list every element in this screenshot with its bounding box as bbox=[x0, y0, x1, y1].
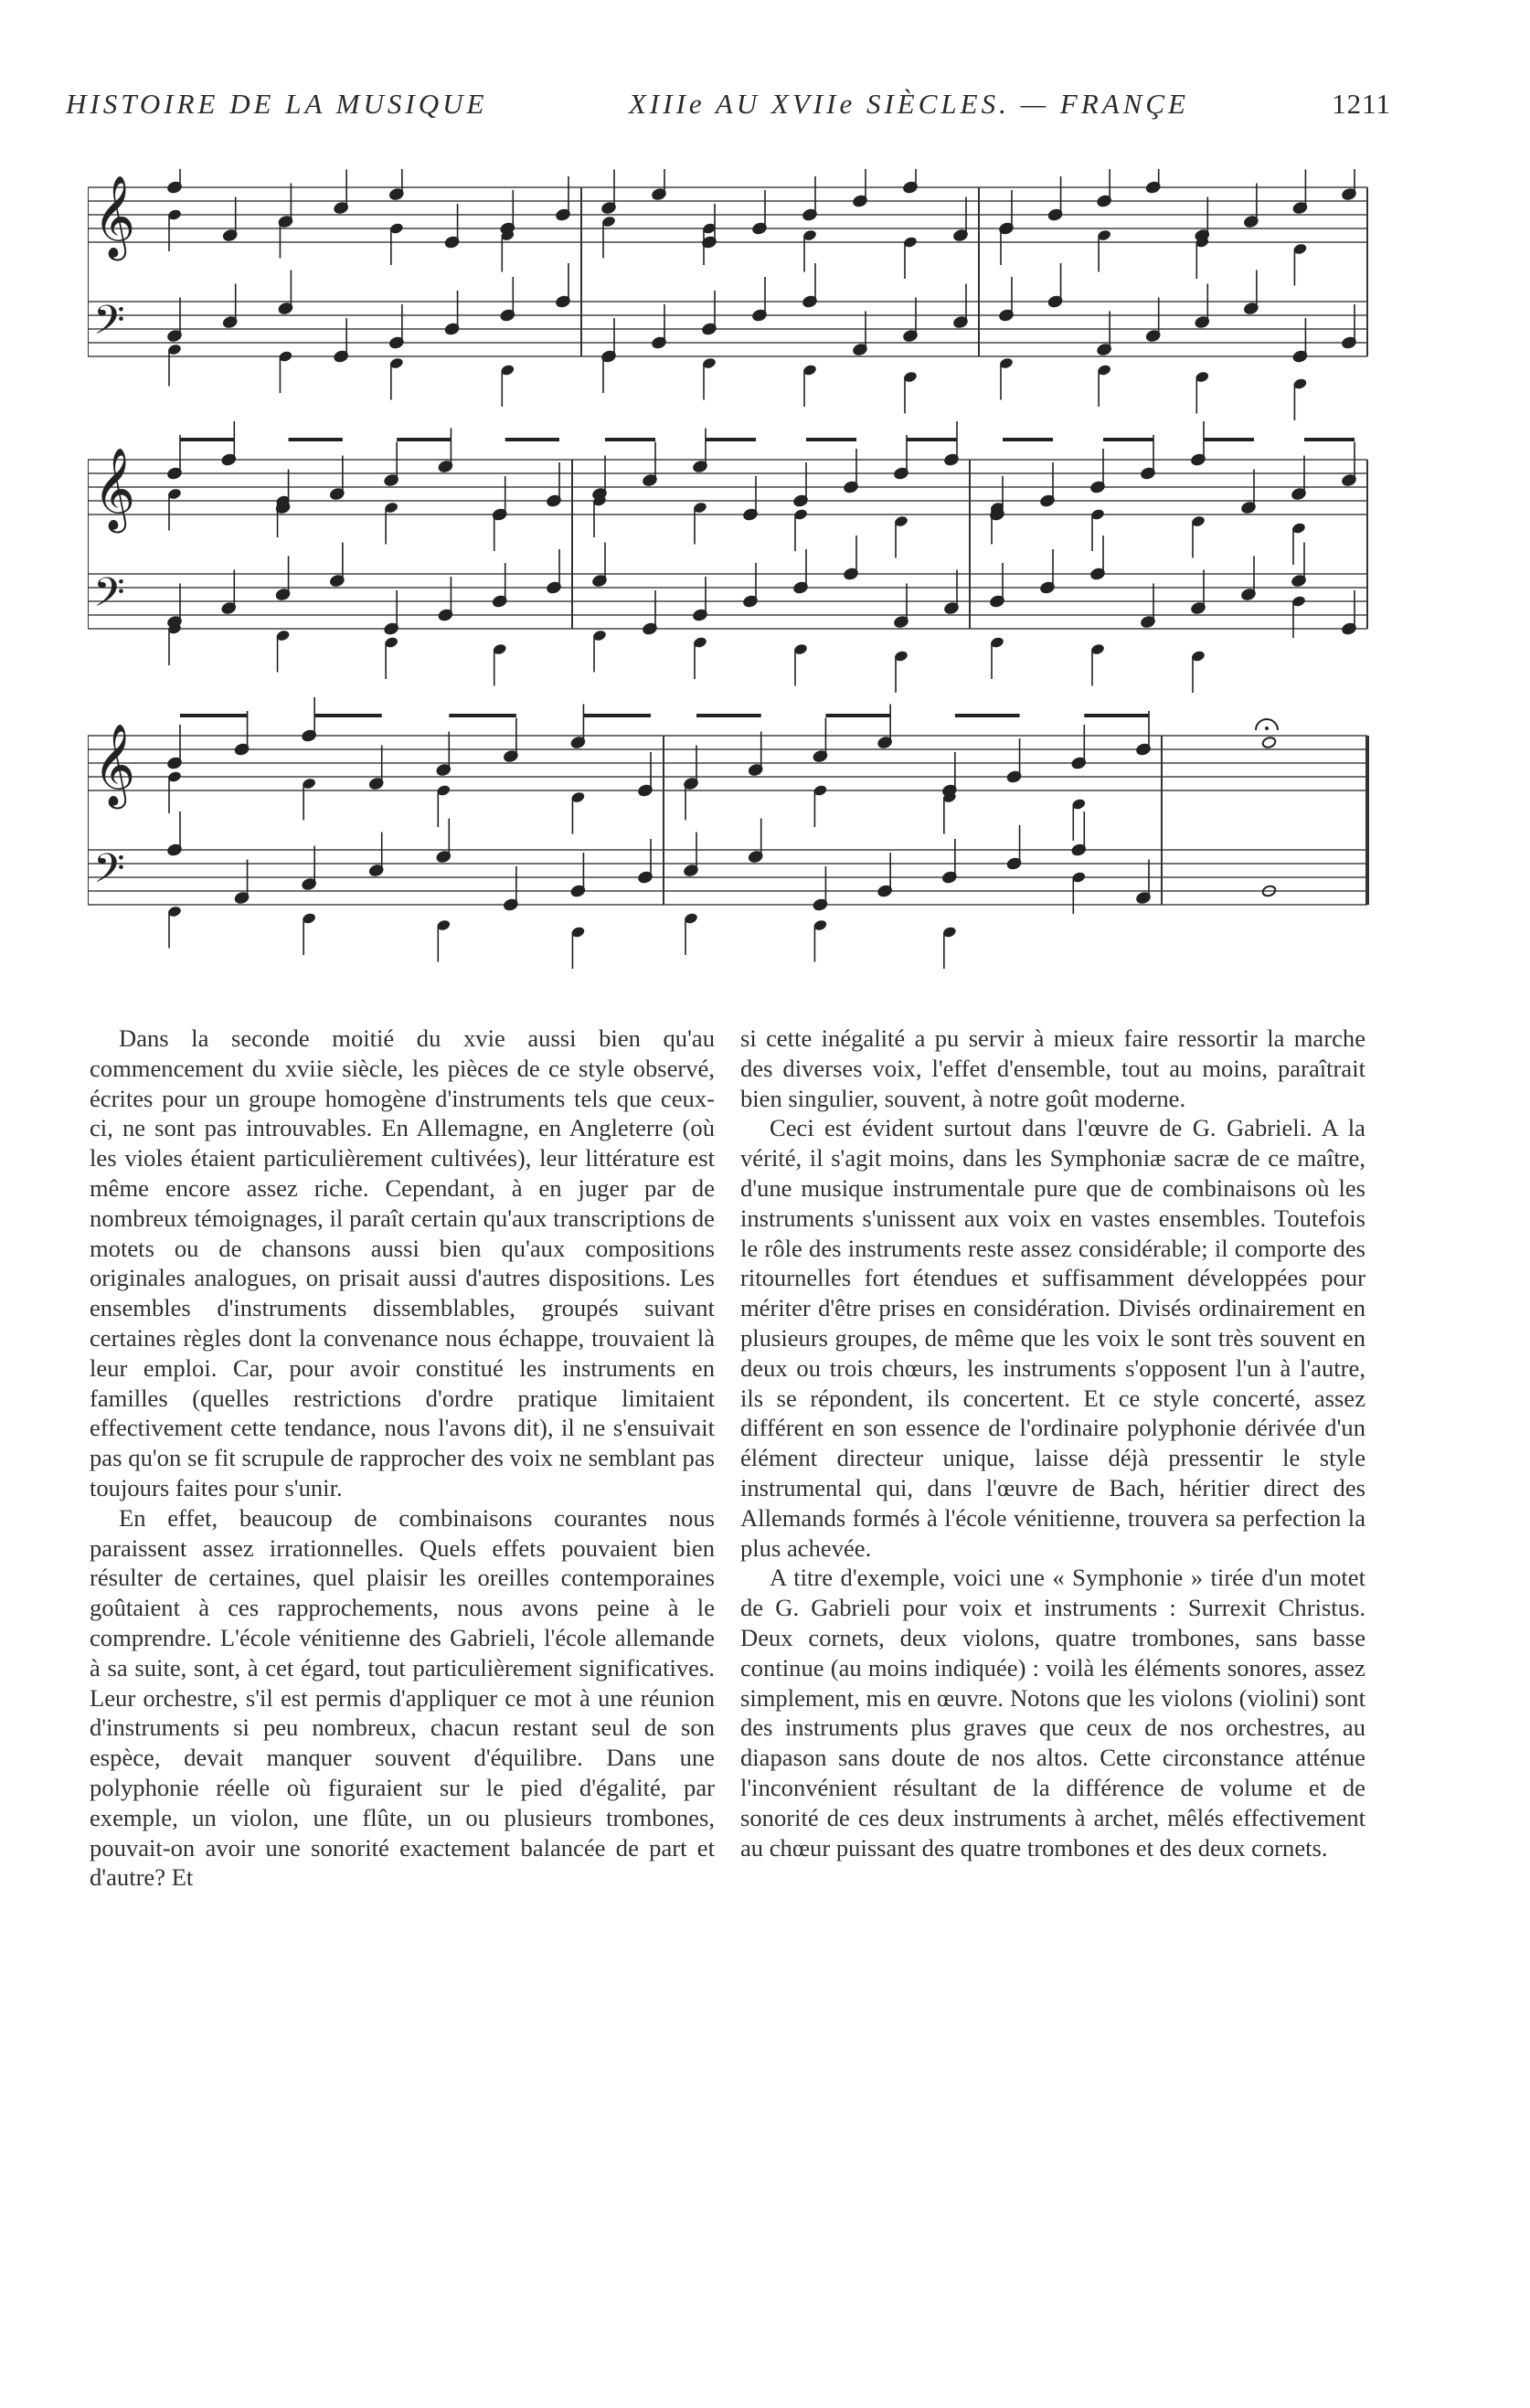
svg-text:𝄢: 𝄢 bbox=[93, 844, 125, 902]
system bbox=[88, 697, 1367, 969]
score-systems bbox=[88, 169, 1367, 969]
music-score bbox=[88, 169, 1386, 973]
svg-text:𝄢: 𝄢 bbox=[93, 568, 125, 626]
header-title: HISTOIRE DE LA MUSIQUE bbox=[66, 88, 488, 120]
paragraph: En effet, beaucoup de combinaisons courantes nous paraissent assez irrationnelles. Quels effets pouvaient bien résulter de certaines, quel plaisir les oreilles contemporaines goûtaient à ces rapprochements, nous avons peine à le comprendre. L'école vénitienne des Gabrieli, l'école allemande à sa suite, sont, à cet égard, tout particulièrement significatives. Leur orchestre, s'il est permis d'appliquer ce mot à une réunion d'instruments si peu nombreux, chacun restant seul de son espèce, devait manquer souvent d'équilibre. Dans une polyphonie réelle où figuraient sur le pied d'égalité, par exemple, un violon, une flûte, un ou plusieurs trombones, pouvait-on avoir une sonorité exactement balancée de part et d'autre? Et bbox=[90, 1503, 715, 1892]
system bbox=[88, 169, 1367, 420]
svg-text:𝄞: 𝄞 bbox=[93, 724, 136, 806]
svg-text:𝄢: 𝄢 bbox=[93, 296, 125, 354]
header-section: XIIIe AU XVIIe SIÈCLES. — FRANÇE bbox=[629, 88, 1189, 120]
system bbox=[88, 421, 1367, 693]
paragraph: si cette inégalité a pu servir à mieux faire ressortir la marche des diverses voix, l'effet d'ensemble, tout au moins, paraîtrait bien singulier, souvent, à notre goût moderne. bbox=[740, 1024, 1365, 1112]
svg-text:𝄞: 𝄞 bbox=[93, 448, 136, 530]
paragraph: Ceci est évident surtout dans l'œuvre de G. Gabrieli. A la vérité, il s'agit moins, dans les Symphoniæ sacræ de ce maître, d'une musique instrumentale pure que de combinaisons où les instruments s'unissent aux voix en vastes ensembles. Toutefois le rôle des instruments reste assez considérable; il comporte des ritournelles fort étendues et suffisamment développées pour mériter d'être prises en considération. Divisés ordinairement en plusieurs groupes, de même que les voix le sont très souvent en deux ou trois chœurs, les instruments s'opposent l'un à l'autre, ils se répondent, ils concertent. Et ce style concerté, assez différent en son essence de l'ordinaire polyphonie dérivée d'un élément directeur unique, laisse déjà pressentir le style instrumental qui, dans l'œuvre de Bach, héritier direct des Allemands formés à l'école vénitienne, trouvera sa perfection la plus achevée. bbox=[740, 1114, 1365, 1562]
svg-text:𝄞: 𝄞 bbox=[93, 175, 136, 258]
paragraph: Dans la seconde moitié du xvie aussi bien qu'au commencement du xviie siècle, les pièces de ce style observé, écrites pour un groupe homogène d'instruments tels que ceux-ci, ne sont pas introuvables. En Allemagne, en Angleterre (où les violes étaient particulièrement cultivées), leur littérature est même encore assez riche. Cependant, à en juger par de nombreux témoignages, il paraît certain qu'aux transcriptions de motets ou de chansons aussi bien qu'aux compositions originales analogues, on prisait aussi d'autres dispositions. Les ensembles d'instruments dissemblables, groupés suivant certaines règles dont la convenance nous échappe, trouvaient là leur emploi. Car, pour avoir constitué les instruments en familles (quelles restrictions d'ordre pratique limitaient effectivement cette tendance, nous l'avons dit), il ne s'ensuivait pas qu'on se fit scrupule de rapprocher des voix ne semblant pas toujours faites pour s'unir. bbox=[90, 1024, 715, 1501]
paragraph: A titre d'exemple, voici une « Symphonie » tirée d'un motet de G. Gabrieli pour voix et instruments : Surrexit Christus. Deux cornets, deux violons, quatre trombones, sans basse continue (au moins indiquée) : voilà les éléments sonores, assez simplement, mis en œuvre. Notons que les violons (violini) sont des instruments plus graves que ceux de nos orchestres, au diapason sans doute de nos altos. Cette circonstance atténue l'inconvénient résultant de la différence de volume et de sonorité de ces deux instruments à archet, mêlés effectivement au chœur puissant des quatre trombones et des deux cornets. bbox=[740, 1564, 1365, 1862]
page-number: 1211 bbox=[1332, 88, 1391, 120]
left-column bbox=[90, 1024, 715, 1893]
right-column bbox=[740, 1024, 1365, 1862]
running-header bbox=[66, 88, 1391, 128]
